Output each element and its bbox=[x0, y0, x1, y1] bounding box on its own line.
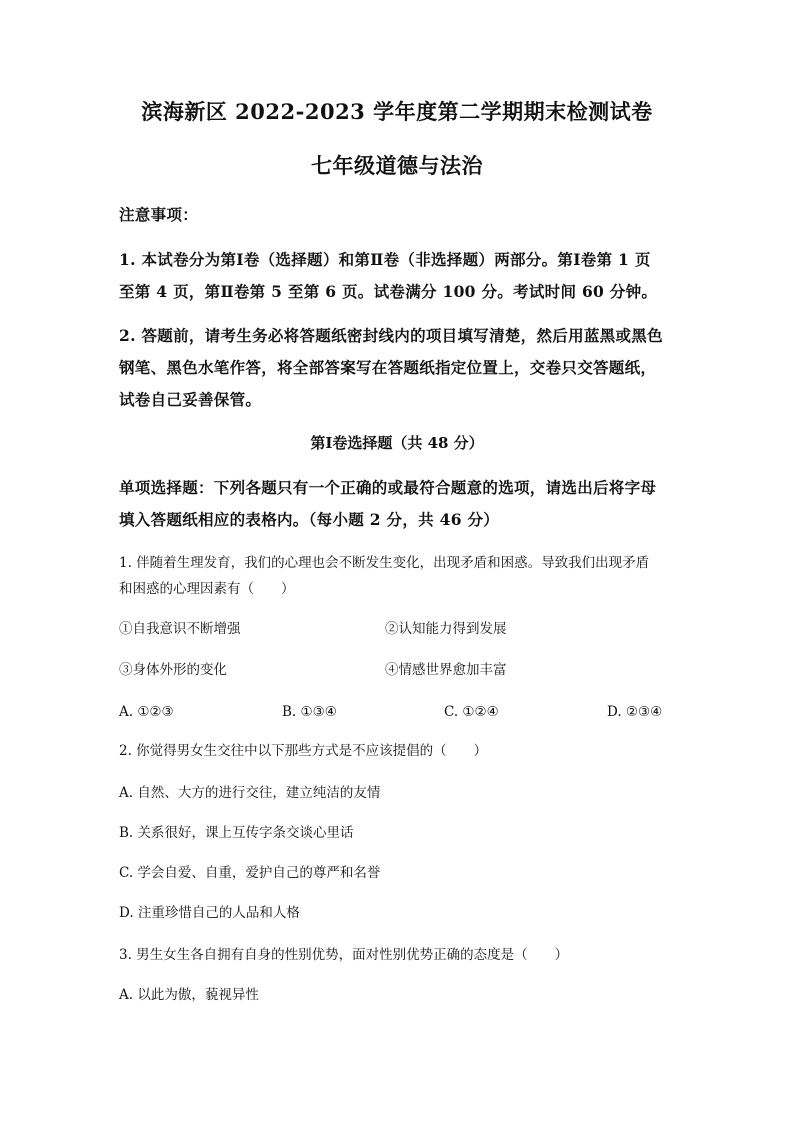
question-2-option-b: B. 关系很好，课上互传字条交谈心里话 bbox=[119, 825, 354, 841]
question-2-option-d: D. 注重珍惜自己的人品和人格 bbox=[119, 905, 300, 921]
question-2-option-c: C. 学会自爱、自重，爱护自己的尊严和名誉 bbox=[119, 865, 381, 881]
question-1-item-2: ②认知能力得到发展 bbox=[385, 621, 507, 637]
notice-item-1-line-1: 1. 本试卷分为第Ⅰ卷（选择题）和第Ⅱ卷（非选择题）两部分。第Ⅰ卷第 1 页 bbox=[119, 250, 651, 269]
notice-item-2 bbox=[119, 320, 679, 416]
question-1-stem-line-1: 1. 伴随着生理发育，我们的心理也会不断发生变化，出现矛盾和困惑。导致我们出现矛盾 bbox=[119, 555, 650, 571]
question-1-choice-c: C. ①②④ bbox=[444, 704, 499, 720]
notice-heading-text: 注意事项： bbox=[119, 205, 199, 224]
question-1-items-row-1 bbox=[119, 614, 679, 644]
section-instruction-line-1: 单项选择题：下列各题只有一个正确的或最符合题意的选项，请选出后将字母 bbox=[119, 478, 657, 497]
exam-subject: 七年级道德与法治 bbox=[311, 153, 483, 178]
question-1-choice-a: A. ①②③ bbox=[119, 704, 174, 720]
notice-item-2-line-1: 2. 答题前，请考生务必将答题纸密封线内的项目填写清楚，然后用蓝黑或黑色 bbox=[119, 326, 663, 345]
notice-item-1-line-2: 至第 4 页，第Ⅱ卷第 5 至第 6 页。试卷满分 100 分。考试时间 60 分钟。 bbox=[119, 282, 658, 301]
question-3-option-a: A. 以此为傲，藐视异性 bbox=[119, 987, 259, 1003]
notice-item-2-line-2: 钢笔、黑色水笔作答，将全部答案写在答题纸指定位置上，交卷只交答题纸， bbox=[119, 358, 657, 377]
question-1-item-4: ④情感世界愈加丰富 bbox=[385, 662, 507, 678]
question-2-stem: 2. 你觉得男女生交往中以下那些方式是不应该提倡的（ ） bbox=[119, 743, 488, 759]
section-instruction-line-2: 填入答题纸相应的表格内。（每小题 2 分，共 46 分） bbox=[119, 510, 500, 529]
notice-heading bbox=[119, 199, 679, 231]
question-1-stem-line-2: 和困惑的心理因素有（ ） bbox=[119, 581, 295, 597]
question-1-choice-d: D. ②③④ bbox=[607, 704, 663, 720]
question-1-item-1: ①自我意识不断增强 bbox=[119, 621, 241, 637]
question-2-option-a: A. 自然、大方的进行交往，建立纯洁的友情 bbox=[119, 785, 381, 801]
exam-title: 滨海新区 2022-2023 学年度第二学期期末检测试卷 bbox=[141, 99, 653, 124]
notice-item-1 bbox=[119, 244, 679, 308]
section-instruction bbox=[119, 472, 679, 536]
question-1-item-3: ③身体外形的变化 bbox=[119, 662, 227, 678]
question-1-choice-b: B. ①③④ bbox=[282, 704, 337, 720]
notice-item-2-line-3: 试卷自己妥善保管。 bbox=[119, 390, 262, 409]
section-title: 第Ⅰ卷选择题（共 48 分） bbox=[310, 434, 484, 452]
question-1-items-row-2 bbox=[119, 655, 679, 685]
question-3-stem: 3. 男生女生各自拥有自身的性别优势，面对性别优势正确的态度是（ ） bbox=[119, 947, 569, 963]
